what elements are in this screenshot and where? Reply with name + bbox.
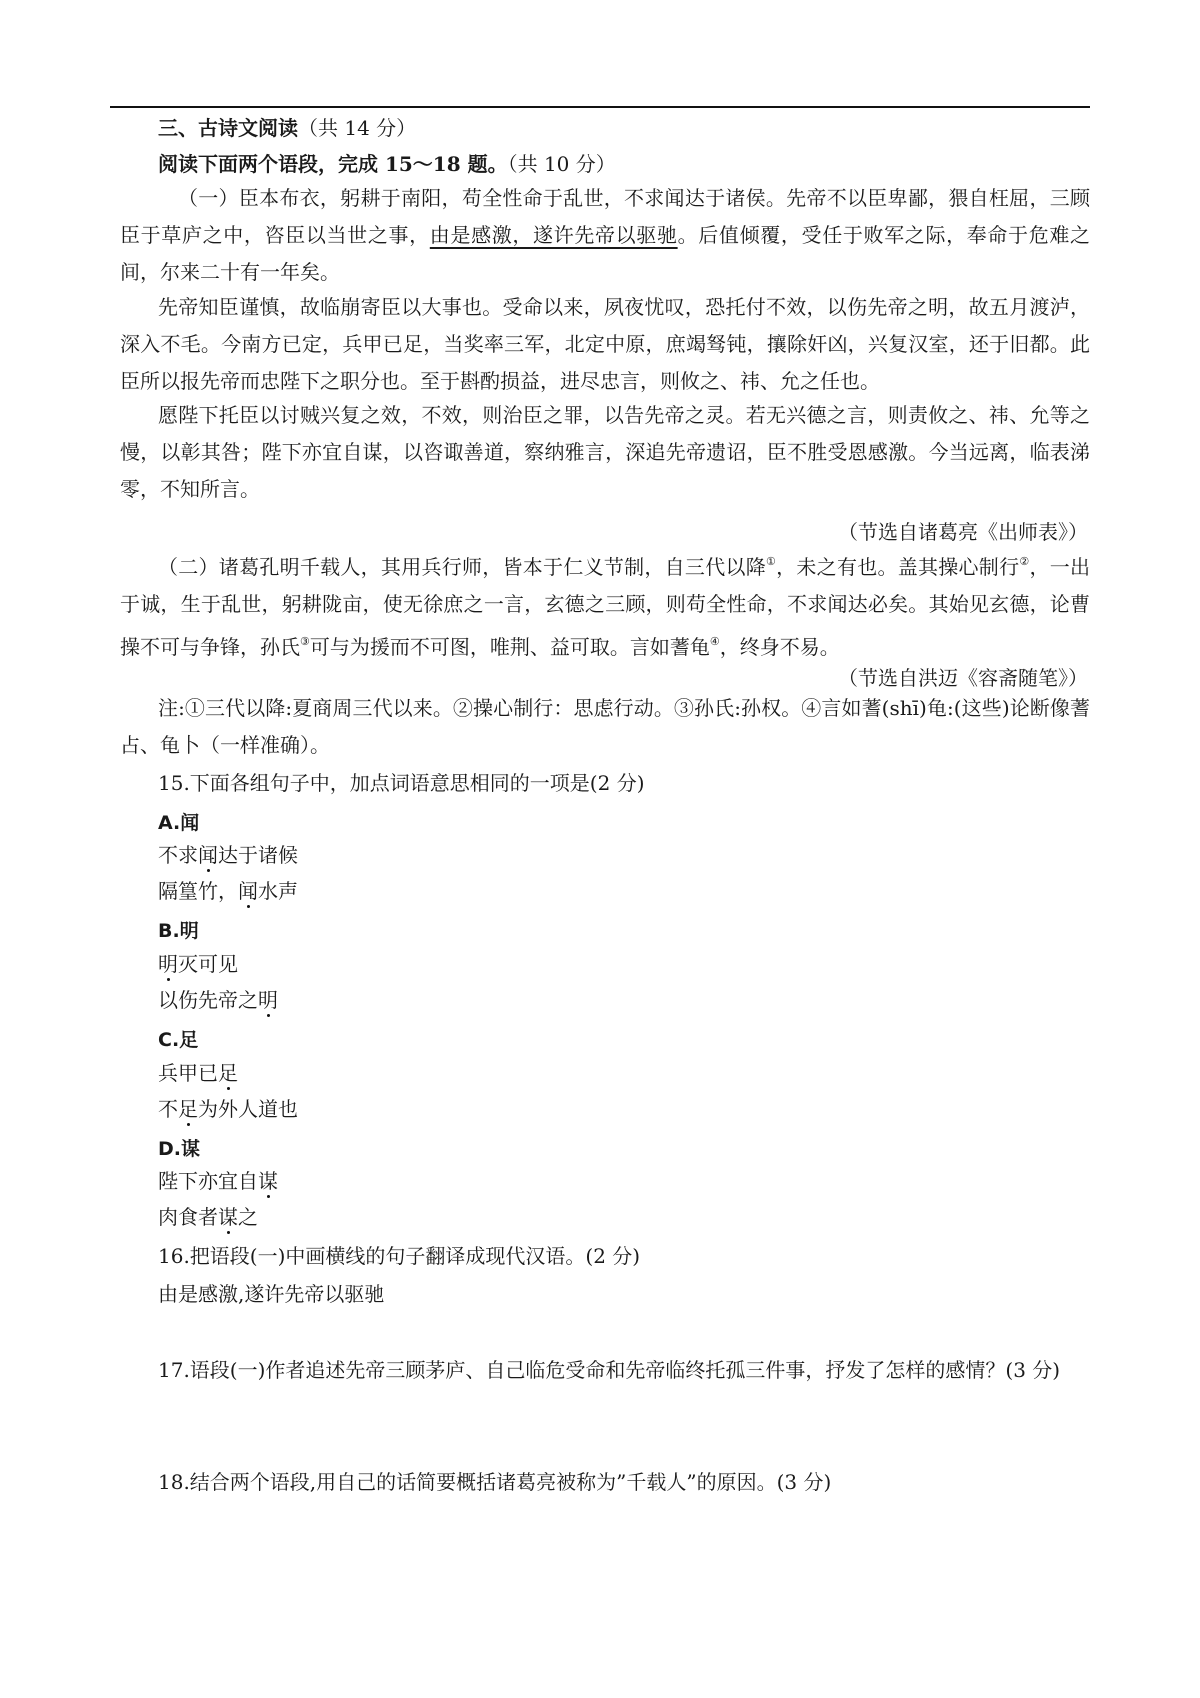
q15-option-d-sentence2 <box>158 1207 258 1227</box>
dotted-word: 谋 <box>218 1205 238 1229</box>
dotted-word: 谋 <box>258 1169 278 1193</box>
instruction-text: 阅读下面两个语段，完成 15～18 题。 <box>158 152 508 176</box>
footnote-mark-3: ③ <box>300 635 310 648</box>
q18-stem: 18.结合两个语段,用自己的话简要概括诸葛亮被称为”千载人”的原因。(3 分) <box>158 1470 832 1494</box>
q15-option-b-label: B.明 <box>158 920 199 942</box>
footnote-mark-1: ① <box>766 555 777 568</box>
q16-sentence: 由是感激,遂许先帝以驱驰 <box>158 1282 385 1306</box>
instruction-score: （共 10 分） <box>507 152 616 176</box>
dotted-word: 闻 <box>238 879 258 903</box>
q15-option-b-sentence1 <box>158 954 238 974</box>
q15-option-d-label: D.谋 <box>158 1138 200 1160</box>
passage1-paragraph1 <box>120 180 1090 291</box>
passage2-text-b: ，未之有也。盖其操心制行 <box>776 555 1020 579</box>
q15-option-a-sentence1 <box>158 845 298 865</box>
dotted-word: 明 <box>158 952 178 976</box>
q17-stem: 17.语段(一)作者追述先帝三顾茅庐、自己临危受命和先帝临终托孤三件事，抒发了怎样的感情？(3 分) <box>158 1358 1061 1382</box>
para1-text: （一）臣本布衣，躬耕于南阳，苟全性命于乱世，不求闻达于诸侯。先帝不以臣卑鄙，猥自枉屈，三顾臣于草庐之中，咨臣以当世之事， <box>120 186 1090 247</box>
sentence-text: 达于诸候 <box>218 843 298 867</box>
q15-option-d-sentence1 <box>158 1171 278 1191</box>
sentence-text: 以伤先帝之 <box>158 988 258 1012</box>
passage1-paragraph2: 先帝知臣谨慎，故临崩寄臣以大事也。受命以来，夙夜忧叹，恐托付不效，以伤先帝之明，故五月渡泸，深入不毛。今南方已定，兵甲已足，当奖率三军，北定中原，庶竭驽钝，攘除奸凶，兴复汉室，还于旧都。此臣所以报先帝而忠陛下之职分也。至于斟酌损益，进尽忠言，则攸之、祎、允之任也。 <box>120 295 1090 393</box>
q16-stem: 16.把语段(一)中画横线的句子翻译成现代汉语。(2 分) <box>158 1244 641 1268</box>
top-rule <box>110 106 1090 108</box>
para1-text-end: 。后值倾覆，受任于败军之际，奉命于危难之间，尔来二十有一年矣。 <box>120 223 1091 284</box>
passage1-paragraph3: 愿陛下托臣以讨贼兴复之效，不效，则治臣之罪，以告先帝之灵。若无兴德之言，则责攸之、祎、允等之慢，以彰其咎；陛下亦宜自谋，以咨诹善道，察纳雅言，深追先帝遗诏，臣不胜受恩感激。今当远离，临表涕零，不知所言。 <box>120 403 1090 501</box>
passage2-source: （节选自洪迈《容斋随笔》） <box>838 666 1088 690</box>
passage2-paragraph <box>120 543 1090 666</box>
passage2-text-e: ，终身不易。 <box>719 635 840 659</box>
sentence-text: 为外人道也 <box>198 1097 298 1121</box>
sentence-text: 不求 <box>158 843 198 867</box>
reading-instruction <box>158 154 616 174</box>
q15-option-b-sentence2 <box>158 990 278 1010</box>
q15-option-c-label: C.足 <box>158 1029 199 1051</box>
sentence-text: 灭可见 <box>178 952 238 976</box>
sentence-text: 之 <box>238 1205 258 1229</box>
footnote-mark-4: ④ <box>709 635 720 648</box>
sentence-text: 不 <box>158 1097 178 1121</box>
dotted-word: 闻 <box>198 843 218 867</box>
q15-option-c-sentence1 <box>158 1063 238 1083</box>
q15-option-a-sentence2 <box>158 881 298 901</box>
section-heading <box>158 118 416 138</box>
sentence-text: 肉食者 <box>158 1205 218 1229</box>
passage2-text-a: （二）诸葛孔明千载人，其用兵行师，皆本于仁义节制，自三代以降 <box>158 555 766 579</box>
sentence-text: 陛下亦宜自 <box>158 1169 258 1193</box>
sentence-text: 兵甲已 <box>158 1061 218 1085</box>
passage2-text-d: 可与为援而不可图，唯荆、益可取。言如蓍龟 <box>309 635 710 659</box>
underlined-sentence: 由是感激，遂许先帝以驱驰 <box>429 223 678 247</box>
dotted-word: 足 <box>218 1061 238 1085</box>
sentence-text: 隔篁竹， <box>158 879 238 903</box>
footnote-mark-2: ② <box>1019 555 1030 568</box>
sentence-text: 水声 <box>258 879 298 903</box>
footnotes: 注:①三代以降:夏商周三代以来。②操心制行：思虑行动。③孙氏:孙权。④言如蓍(shī)龟:(这些)论断像蓍占、龟卜（一样准确）。 <box>120 696 1090 757</box>
q15-option-c-sentence2 <box>158 1099 298 1119</box>
q15-stem: 15.下面各组句子中，加点词语意思相同的一项是(2 分) <box>158 771 645 795</box>
passage1-source: （节选自诸葛亮《出师表》） <box>838 520 1088 544</box>
section-score: （共 14 分） <box>298 116 417 140</box>
dotted-word: 明 <box>258 988 278 1012</box>
q15-option-a-label: A.闻 <box>158 812 200 834</box>
section-title: 三、古诗文阅读 <box>158 116 298 140</box>
passage2-text-c: ，一出于诚，生于乱世，躬耕陇亩，使无徐庶之一言，玄德之三顾，则苟全性命，不求闻达必矣。其始见玄德，论曹操不可与争锋，孙氏 <box>120 555 1091 659</box>
dotted-word: 足 <box>178 1097 198 1121</box>
